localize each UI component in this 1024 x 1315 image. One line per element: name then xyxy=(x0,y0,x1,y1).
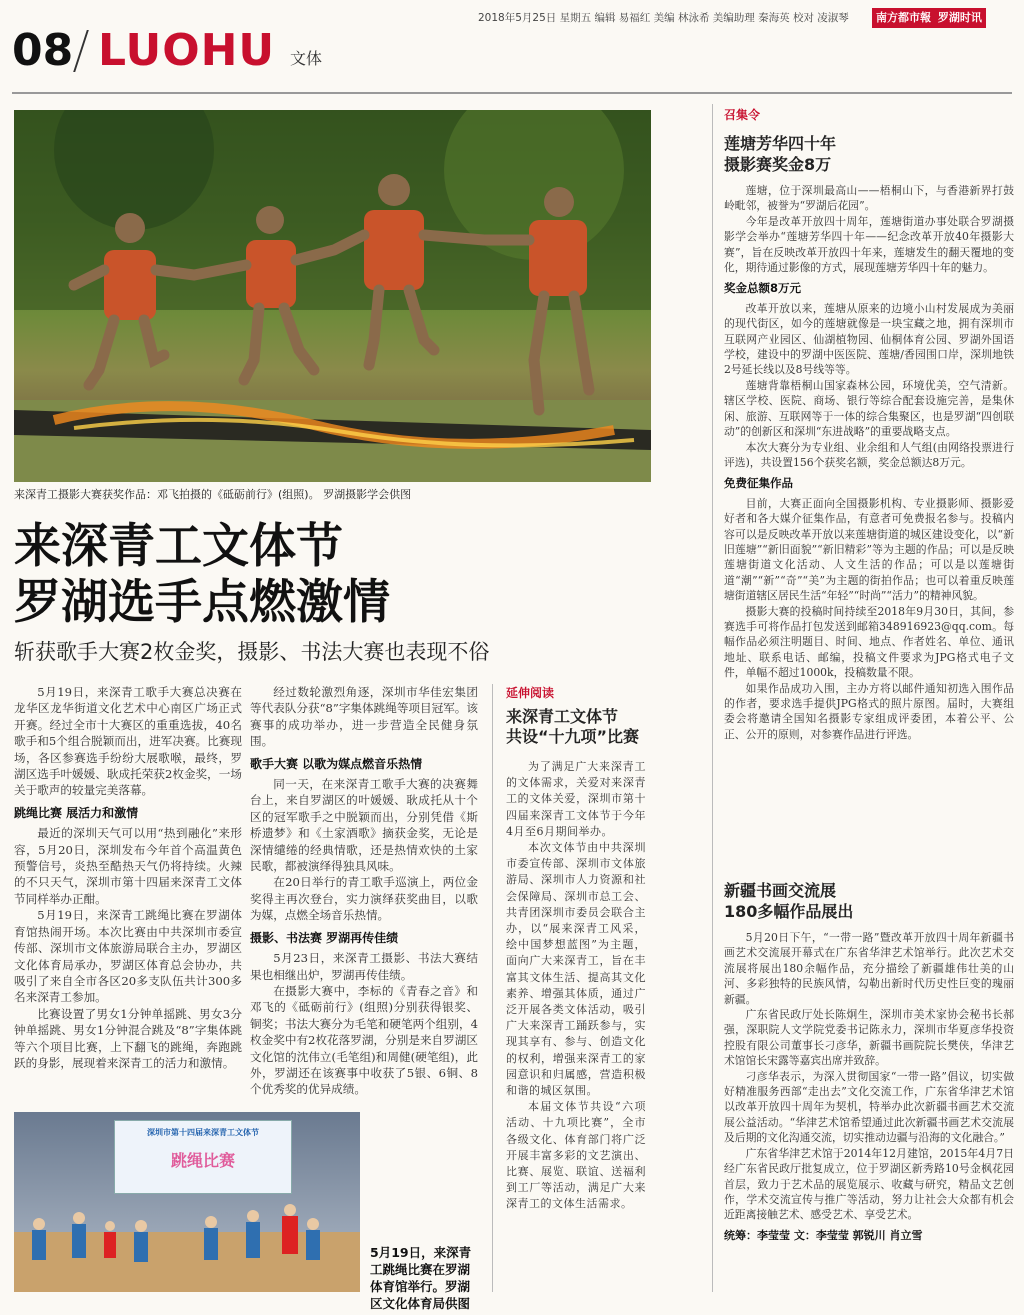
lead-paragraph: 5月19日，来深青工跳绳比赛在罗湖体育馆热闹开场。本次比赛由中共深圳市委宣传部、深圳市文体旅游局联合主办，罗湖区文化体育局承办，罗湖区体育总会协办，共吸引了来自全市各区20多支队伍共计300多名来深青工参加。 xyxy=(14,908,242,1005)
lead-paragraph: 同一天，在来深青工歌手大赛的决赛舞台上，来自罗湖区的叶媛媛、耿成托从十个区的冠军歌手之中脱颖而出，分别凭借《斯桥遗梦》和《土家酒歌》摘获金奖，无论是深情缱绻的经典情歌，还是热情欢快的土家民歌，都被演绎得独具风味。 xyxy=(250,777,478,874)
sidebar-paragraph: 为了满足广大来深青工的文体需求，关爱对来深青工的文体关爱，深圳市第十四届来深青工文体节于今年4月至6月期间举办。 xyxy=(506,760,646,838)
story-title-1: 新疆书画交流展 xyxy=(724,881,837,900)
sidebar-title-2: 共设“十九项”比赛 xyxy=(506,727,640,746)
sidebar xyxy=(506,684,646,1213)
subhead-jump-rope: 跳绳比赛 展活力和激情 xyxy=(14,805,139,820)
lead-photo xyxy=(14,110,651,482)
story-paragraph: 今年是改革开放四十周年，莲塘街道办事处联合罗湖摄影学会举办“莲塘芳华四十年——纪念改革开放40年摄影大赛”，旨在反映改革开放四十年来，莲塘发生的翻天覆地的变化，期待通过影像的方式，展现莲塘芳华四十年的魅力。 xyxy=(724,214,1014,275)
masthead-meta: 2018年5月25日 星期五 编辑 易福红 美编 林泳希 美编助理 秦海英 校对 凌淑琴 xyxy=(478,12,849,24)
lead-paragraph: 在20日举行的青工歌手巡演上，两位金奖得主再次登台，实力演绎获奖曲目，以歌为媒，点燃全场音乐热情。 xyxy=(250,875,478,923)
sidebar-paragraph: 本届文体节共设“六项活动、十九项比赛”，全市各级文化、体育部门将广泛开展丰富多彩的文艺演出、比赛、展览、联谊、送福利到工厂等活动，满足广大来深青工的文体生活需求。 xyxy=(506,1100,646,1211)
story-kicker: 召集令 xyxy=(724,108,761,122)
subhead-singers: 歌手大赛 以歌为媒点燃音乐热情 xyxy=(250,756,423,771)
lead-photo-art xyxy=(14,110,651,482)
logo-text-a: 南方都市報 xyxy=(876,11,931,24)
headline-line-1: 来深青工文体节 xyxy=(14,519,343,574)
sidebar-kicker: 延伸阅读 xyxy=(506,686,555,700)
story-paragraph: 5月20日下午，“一带一路”暨改革开放四十周年新疆书画艺术交流展开幕式在广东省华津艺术馆举行。此次艺术交流展将展出180余幅作品，充分描绘了新疆雄伟壮美的山河、多彩独特的民族风情，勾勒出新时代历史性巨变的瑰丽新疆。 xyxy=(724,931,1014,1006)
story-paragraph: 莲塘背靠梧桐山国家森林公园，环境优美，空气清新。辖区学校、医院、商场、银行等综合配套设施完善，是集休闲、旅游、互联网等于一体的综合集聚区，也是罗湖“四创联动”的创新区和深圳“东进战略”的重要战略支点。 xyxy=(724,378,1014,439)
story-paragraph: 莲塘，位于深圳最高山——梧桐山下，与香港新界打鼓岭毗邻，被誉为“罗湖后花园”。 xyxy=(724,184,1014,213)
story-paragraph: 如果作品成功入围，主办方将以邮件通知初选入围作品的作者，要求选手提供JPG格式的照片原图。届时，大赛组委会将邀请全国知名摄影专家组成评委团，本着公平、公正、公开的原则，对参赛作品进行评选。 xyxy=(724,681,1014,741)
photo-banner-sport: 跳绳比赛 xyxy=(170,1151,235,1170)
page-number: 08 xyxy=(12,25,74,76)
logo-text-b: 罗湖时讯 xyxy=(937,11,982,24)
story-paragraph: 目前，大赛正面向全国摄影机构、专业摄影师、摄影爱好者和各大媒介征集作品，有意者可免费报名参与。投稿内容可以是反映改革开放以来莲塘街道的城区建设变化，以“新旧莲塘”“新旧面貌”“新旧精彩”等为主题的作品；可以是反映莲塘街道文化活动、人文生活的作品；可以是以莲塘街道“潮”“新”“奇”“美”为主题的街拍作品；也可以着重反映莲塘街道辖区居民生活“年轻”“时尚”“活力”的精神风貌。 xyxy=(724,496,1014,603)
section-title-cn: 文体 xyxy=(290,49,323,68)
story-photo-contest xyxy=(724,106,1014,742)
lead-paragraph: 经过数轮激烈角逐，深圳市华佳宏集团等代表队分获“8”字集体跳绳等项目冠军。该赛事的成功举办，进一步营造全民健身氛围。 xyxy=(250,685,478,749)
story-paragraph: 本次大赛分为专业组、业余组和人气组(由网络投票进行评选)，共设置156个获奖名额，奖金总额达8万元。 xyxy=(724,440,1014,469)
sidebar-left-rule xyxy=(492,684,493,1292)
story-paragraph: 摄影大赛的投稿时间持续至2018年9月30日，其间，参赛选手可将作品打包发送到邮箱348916923@qq.com。每幅作品必须注明题目、时间、地点、作者姓名、单位、通讯地址、联系电话、邮编，投稿文件要求为JPG格式电子文件，单幅不超过1000k，投稿数量不限。 xyxy=(724,604,1014,680)
story-byline: 统筹：李莹莹 文：李莹莹 郭锐川 肖立雪 xyxy=(724,1228,923,1242)
sidebar-title-1: 来深青工文体节 xyxy=(506,707,619,726)
story-paragraph: 改革开放以来，莲塘从原来的边境小山村发展成为美丽的现代街区，如今的莲塘就像是一块宝藏之地，拥有深圳市互联网产业园区、仙湖植物园、仙桐体育公园、罗湖外国语学校，建设中的罗湖中医医院、莲塘/香园围口岸，深圳地铁2号延长线以及8号线等等。 xyxy=(724,301,1014,377)
right-column-rule xyxy=(712,104,713,1292)
story-body xyxy=(724,183,1014,742)
masthead-logo xyxy=(872,8,986,28)
slash-divider xyxy=(73,30,89,72)
subhead-free-submission: 免费征集作品 xyxy=(724,476,793,491)
photo-people xyxy=(14,1112,360,1292)
lead-paragraph: 比赛设置了男女1分钟单摇跳、男女3分钟单摇跳、男女1分钟混合跳及“8”字集体跳等六个项目比赛，上下翻飞的跳绳，奔跑跳跃的身影，展现着来深青工的活力和激情。 xyxy=(14,1006,242,1070)
headline-line-2: 罗湖选手点燃激情 xyxy=(14,575,390,630)
story-paragraph: 刁彦华表示，为深入贯彻国家“一带一路”倡议，切实做好精准服务西部“走出去”文化交流工作，广东省华津艺术馆以改革开放四十周年为契机，特举办此次新疆书画艺术交流展公益活动。“华津艺术馆希望通过此次新疆书画艺术交流展及后期的文化沟通交流，切实推动边疆与沿海的文化融合。” xyxy=(724,1069,1014,1145)
lead-photo-caption: 来深青工摄影大赛获奖作品：邓飞拍摄的《砥砺前行》(组照)。 罗湖摄影学会供图 xyxy=(14,488,412,501)
photo-banner-text: 深圳市第十四届来深青工文体节 xyxy=(147,1128,259,1137)
lead-paragraph: 最近的深圳天气可以用“热到融化”来形容，5月20日，深圳发布今年首个高温黄色预警信号，炎热至酷热天气仍将持续。火辣的不只天气，深圳市第十四届来深青工文体节同样举办正酣。 xyxy=(14,826,242,906)
story-xinjiang-exhibition xyxy=(724,880,1014,1243)
jump-rope-photo xyxy=(14,1112,360,1292)
sidebar-paragraph: 本次文体节由中共深圳市委宣传部、深圳市文体旅游局、深圳市人力资源和社会保障局、深圳市总工会、共青团深圳市委员会联合主办，以“展来深青工风采，绘中国梦想蓝图”为主题，面向广大来深青工，旨在丰富其文体生活、提高其文化素养、增强其体质，通过广泛开展各类文体活动，吸引广大来深青工踊跃参与，实现其享有、参与、创造文化的权利，增强来深青工的家园意识和归属感，营造积极和谐的城区氛围。 xyxy=(506,841,646,1098)
story-title-2: 摄影赛奖金8万 xyxy=(724,155,832,174)
subhead-photo-calligraphy: 摄影、书法赛 罗湖再传佳绩 xyxy=(250,930,399,945)
headline-deck: 斩获歌手大赛2枚金奖，摄影、书法大赛也表现不俗 xyxy=(14,640,490,664)
story-body xyxy=(724,930,1014,1223)
story-paragraph: 广东省民政厅处长陈炯生，深圳市美术家协会秘书长郝强，深职院人文学院党委书记陈永力，深圳市华夏彦华投资控股有限公司董事长刁彦华，新疆书画院院长樊侠，华津艺术馆馆长宋露等嘉宾出席并致辞。 xyxy=(724,1008,1014,1068)
lead-column-1 xyxy=(14,684,242,1071)
jump-rope-caption: 5月19日，来深青工跳绳比赛在罗湖体育馆举行。罗湖区文化体育局供图 xyxy=(370,1245,472,1311)
lead-paragraph: 5月23日，来深青工摄影、书法大赛结果也相继出炉，罗湖再传佳绩。 xyxy=(250,951,478,982)
story-title-2: 180多幅作品展出 xyxy=(724,902,854,921)
lead-column-2 xyxy=(250,684,478,1098)
sidebar-body xyxy=(506,759,646,1213)
subhead-prize: 奖金总额8万元 xyxy=(724,281,802,296)
story-paragraph: 广东省华津艺术馆于2014年12月建馆，2015年4月7日经广东省民政厅批复成立，位于罗湖区新秀路10号金枫花园首层，致力于艺术品的展览展示、收藏与研究，精品文艺创作，学术交流宣传与推广等活动，努力让社会大众都有机会近距离接触艺术、感受艺术、享受艺术。 xyxy=(724,1146,1014,1222)
masthead-rule xyxy=(12,92,1012,94)
lead-paragraph: 在摄影大赛中，李标的《青春之音》和邓飞的《砥砺前行》(组照)分别获得银奖、铜奖；书法大赛分为毛笔和硬笔两个组别，4枚金奖中有2枚花落罗湖，分别是来自罗湖区文化馆的沈伟立(毛笔组)和周健(硬笔组)，此外，罗湖还在该赛事中收获了5银、6铜、8个优秀奖的优异成绩。 xyxy=(250,983,478,1097)
lead-paragraph: 5月19日，来深青工歌手大赛总决赛在龙华区龙华街道文化艺术中心南区广场正式开赛。经过全市十大赛区的重重选拔，40名歌手和5个组合脱颖而出，进军决赛。比赛现场，各区参赛选手纷纷大展歌喉，最终，罗湖区选手叶媛媛、耿成托荣获2枚金奖，一场关于歌声的较量完美落幕。 xyxy=(14,685,242,798)
story-title-1: 莲塘芳华四十年 xyxy=(724,134,837,153)
section-title: LUOHU xyxy=(98,25,276,76)
